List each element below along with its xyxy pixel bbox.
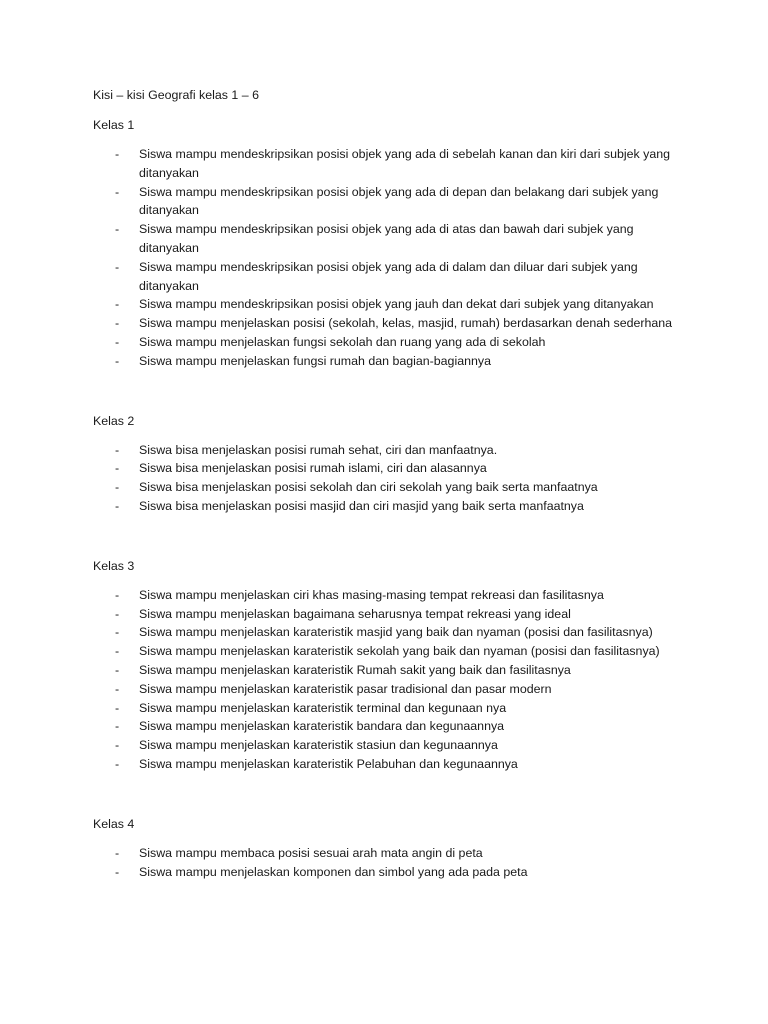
list-item xyxy=(93,258,693,296)
list-item xyxy=(93,145,693,183)
list-item-text: Siswa bisa menjelaskan posisi rumah islami, ciri dan alasannya xyxy=(139,461,487,476)
document-page xyxy=(93,86,693,881)
list-item-text: Siswa mampu menjelaskan karateristik Pelabuhan dan kegunaannya xyxy=(139,756,518,771)
list-item-text: Siswa mampu menjelaskan karateristik sekolah yang baik dan nyaman (posisi dan fasilitasnya) xyxy=(139,644,660,659)
list-item-text: Siswa mampu menjelaskan karateristik bandara dan kegunaannya xyxy=(139,719,505,734)
dash-bullet-icon: - xyxy=(115,222,120,237)
list-item xyxy=(93,661,693,680)
bullet-list xyxy=(93,586,693,774)
list-item-text: Siswa mampu menjelaskan fungsi rumah dan bagian-bagiannya xyxy=(139,353,491,368)
section-kelas-4 xyxy=(93,815,693,882)
dash-bullet-icon: - xyxy=(115,461,120,476)
section-spacer xyxy=(93,774,693,815)
dash-bullet-icon: - xyxy=(115,681,120,696)
list-item xyxy=(93,478,693,497)
list-item xyxy=(93,755,693,774)
section-spacer xyxy=(93,371,693,412)
dash-bullet-icon: - xyxy=(115,587,120,602)
dash-bullet-icon: - xyxy=(115,738,120,753)
document-title: Kisi – kisi Geografi kelas 1 – 6 xyxy=(93,88,259,102)
list-item-text: Siswa mampu menjelaskan karateristik terminal dan kegunaan nya xyxy=(139,700,507,715)
list-item-text: Siswa mampu menjelaskan karateristik stasiun dan kegunaannya xyxy=(139,738,498,753)
list-item-text: Siswa mampu menjelaskan ciri khas masing-masing tempat rekreasi dan fasilitasnya xyxy=(139,587,604,602)
dash-bullet-icon: - xyxy=(115,147,120,161)
bullet-list xyxy=(93,441,693,516)
dash-bullet-icon: - xyxy=(115,606,120,621)
dash-bullet-icon: - xyxy=(115,297,120,312)
dash-bullet-icon: - xyxy=(115,625,120,640)
dash-bullet-icon: - xyxy=(115,845,120,860)
list-item-text: Siswa mampu mendeskripsikan posisi objek yang jauh dan dekat dari subjek yang ditanyakan xyxy=(139,297,654,312)
section-heading: Kelas 3 xyxy=(93,558,135,573)
dash-bullet-icon: - xyxy=(115,662,120,677)
dash-bullet-icon: - xyxy=(115,334,120,349)
list-item-text: Siswa mampu menjelaskan bagaimana seharusnya tempat rekreasi yang ideal xyxy=(139,606,571,621)
list-item-text: Siswa mampu menjelaskan karateristik Rumah sakit yang baik dan fasilitasnya xyxy=(139,662,571,677)
dash-bullet-icon: - xyxy=(115,700,120,715)
list-item xyxy=(93,863,693,882)
list-item-text: Siswa mampu menjelaskan karateristik masjid yang baik dan nyaman (posisi dan fasilitasnya) xyxy=(139,625,653,640)
bullet-list xyxy=(93,844,693,882)
list-item xyxy=(93,352,693,371)
list-item-text: Siswa mampu mendeskripsikan posisi objek yang ada di dalam dan diluar dari subjek yang ditanyakan xyxy=(139,259,638,293)
list-item xyxy=(93,183,693,221)
section-kelas-2 xyxy=(93,412,693,516)
sections-container xyxy=(93,116,693,881)
dash-bullet-icon: - xyxy=(115,498,120,513)
list-item xyxy=(93,699,693,718)
list-item xyxy=(93,680,693,699)
list-item xyxy=(93,314,693,333)
section-heading: Kelas 1 xyxy=(93,118,135,132)
list-item-text: Siswa mampu menjelaskan fungsi sekolah dan ruang yang ada di sekolah xyxy=(139,334,546,349)
section-kelas-3 xyxy=(93,557,693,774)
list-item-text: Siswa mampu menjelaskan komponen dan simbol yang ada pada peta xyxy=(139,864,528,879)
dash-bullet-icon: - xyxy=(115,442,120,457)
dash-bullet-icon: - xyxy=(115,259,120,274)
section-kelas-1 xyxy=(93,116,693,371)
list-item-text: Siswa mampu mendeskripsikan posisi objek yang ada di atas dan bawah dari subjek yang ditanyakan xyxy=(139,222,634,255)
section-spacer xyxy=(93,516,693,557)
list-item xyxy=(93,497,693,516)
list-item xyxy=(93,459,693,478)
dash-bullet-icon: - xyxy=(115,316,120,331)
list-item xyxy=(93,717,693,736)
list-item xyxy=(93,844,693,863)
list-item xyxy=(93,333,693,352)
bullet-list xyxy=(93,145,693,371)
list-item-text: Siswa bisa menjelaskan posisi sekolah dan ciri sekolah yang baik serta manfaatnya xyxy=(139,480,598,495)
list-item xyxy=(93,295,693,314)
dash-bullet-icon: - xyxy=(115,644,120,659)
list-item xyxy=(93,642,693,661)
list-item-text: Siswa mampu mendeskripsikan posisi objek yang ada di depan dan belakang dari subjek yang ditanyakan xyxy=(139,184,659,218)
section-heading: Kelas 2 xyxy=(93,413,135,428)
list-item xyxy=(93,736,693,755)
list-item xyxy=(93,605,693,624)
list-item-text: Siswa mampu menjelaskan karateristik pasar tradisional dan pasar modern xyxy=(139,681,552,696)
list-item-text: Siswa bisa menjelaskan posisi masjid dan ciri masjid yang baik serta manfaatnya xyxy=(139,498,584,513)
list-item-text: Siswa mampu menjelaskan posisi (sekolah, kelas, masjid, rumah) berdasarkan denah sederhana xyxy=(139,316,673,331)
dash-bullet-icon: - xyxy=(115,184,120,199)
list-item xyxy=(93,441,693,460)
dash-bullet-icon: - xyxy=(115,864,120,879)
list-item-text: Siswa mampu membaca posisi sesuai arah mata angin di peta xyxy=(139,845,483,860)
dash-bullet-icon: - xyxy=(115,353,120,368)
list-item xyxy=(93,623,693,642)
dash-bullet-icon: - xyxy=(115,719,120,734)
list-item xyxy=(93,586,693,605)
section-heading: Kelas 4 xyxy=(93,816,135,831)
list-item-text: Siswa mampu mendeskripsikan posisi objek yang ada di sebelah kanan dan kiri dari subjek yang ditanyakan xyxy=(139,147,671,180)
dash-bullet-icon: - xyxy=(115,756,120,771)
dash-bullet-icon: - xyxy=(115,480,120,495)
list-item xyxy=(93,220,693,258)
list-item-text: Siswa bisa menjelaskan posisi rumah sehat, ciri dan manfaatnya. xyxy=(139,442,498,457)
